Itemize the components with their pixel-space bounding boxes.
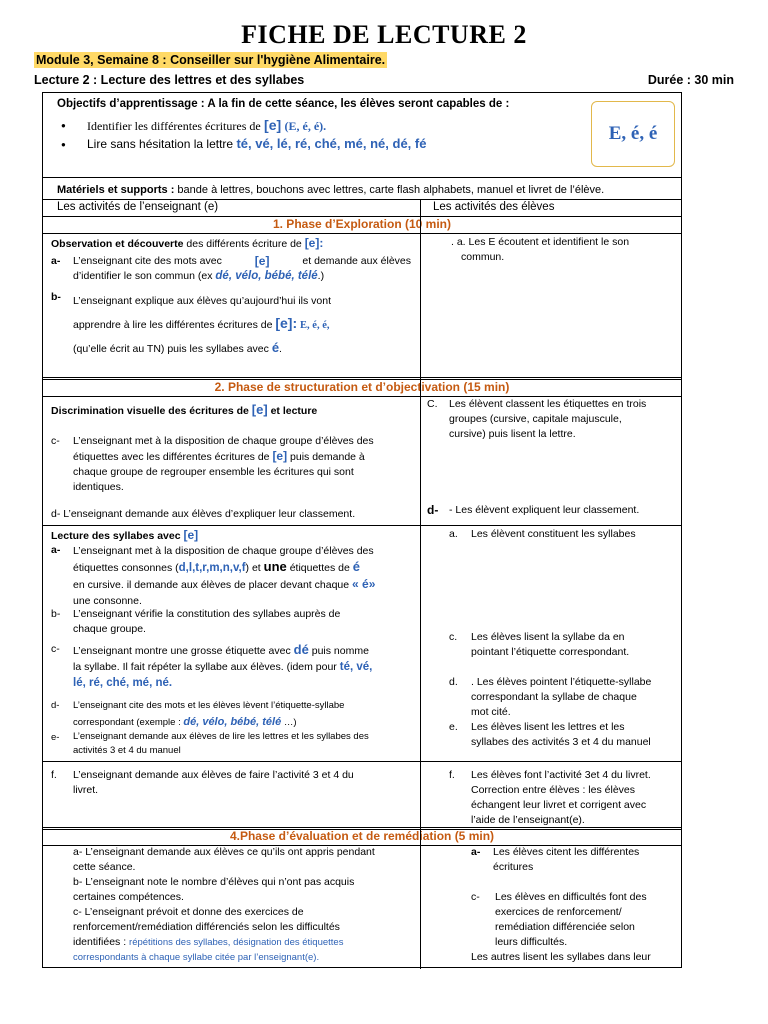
objective-2: Lire sans hésitation la lettre té, vé, lé, ré, ché, mé, né, dé, fé: [87, 136, 427, 151]
phase-1-item-b: L’enseignant explique aux élèves qu’aujourd’hui ils vont apprendre à lire les différentes écritures de [e]: E, é, é, (qu’elle écrit au TN) puis les syllabes avec é.: [73, 295, 332, 355]
syllables-item-b: L’enseignant vérifie la constitution des syllabes auprès de chaque groupe.: [73, 608, 341, 635]
page-title: FICHE DE LECTURE 2: [241, 20, 527, 49]
bullet-icon: ●: [61, 140, 66, 149]
teacher-column-header: Les activités de l’enseignant (e): [57, 201, 219, 213]
lesson-table: Objectifs d’apprentissage : A la fin de cette séance, les élèves seront capables de : ● Identifier les différentes écritures de [e] (E, é, é). ● Lire sans hésitation la lettre té, vé, lé, ré, ché, mé, né, dé, fé E, é, é Matériels et supports : bande à lettres, bouchons avec lettres, carte flash alphabets, manuel et livret de l’élève. Les activités de l’enseignant (e) Les activités des élèves 1. Phase d’Exploration (10 min) Observation et découverte des différents écriture de [e]: a- L’enseignant cite des mots avec [e] et demande aux élèves d’identifier le son commun (ex dé, vélo, bébé, télé.) b- L’enseignant explique aux élèves qu’aujourd’hui ils vont apprendre à lire les différentes écritures de [e]: E, é, é, (qu’elle écrit au TN) puis les syllabes avec é. . a. Les E écoutent et identifient le son commun. 2. Phase de structuration et d’objectivation (15 min) Discrimination visuelle des écritures de [e] et lecture c- L’enseignant met à la disposition de chaque groupe d’élèves des étiquettes avec les différentes écritures de [e] puis demande à chaque groupe de regrouper ensemble les écritures qui sont identiques. d- L’enseignant demande aux élèves d’expliquer leur classement. C. Les élèvent classent les étiquettes en trois groupes (cursive, capitale majuscule, cursive) puis lisent la lettre. d- - Les élèvent expliquent leur classement. Lecture des syllabes avec [e] a- L’enseignant met à la disposition de chaque groupe d’élèves des étiquettes consonnes (d,l,t,r,m,n,v,f) et une étiquettes de é en cursive. il demande aux élèves de placer devant chaque « é» une consonne. b- L’enseignant vérifie la constitution des syllabes auprès de chaque groupe. c- L’enseignant montre une grosse étiquette avec dé puis nomme la syllabe. Il fait répéter la syllabe aux élèves. (idem pour té, vé, lé, ré, ché, mé, né. d- L’enseignant cite des mots et les élèves lèvent l’étiquette-syllabe correspondant (exemple : dé, vélo, bébé, télé …) e- L’enseignant demande aux élèves de lire les lettres et les syllabes des activités 3 et 4 du manuel a. Les élèvent constituent les syllabes c. Les élèves lisent la syllabe da en pointant l’étiquette correspondant. d. . Les élèves pointent l’étiquette-syllabe correspondant la syllabe de chaque mot cité. e. Les élèves lisent les lettres et les syllabes des activités 3 et 4 du manuel f. L’enseignant demande aux élèves de faire l’activité 3 et 4 du livret. f. Les élèves font l’activité 3et 4 du livret. Correction entre élèves : les élèves échangent leur livret et corrigent avec l’aide de l’enseignant(e). 4.Phase d’évaluation et de remédiation (5 min) a- L’enseignant demande aux élèves ce qu’ils ont appris pendant cette séance. b- L’enseignant note le nombre d’élèves qui n’ont pas acquis certaines compétences. c- L’enseignant prévoit et donne des exercices de renforcement/remédiation différenciés selon les difficultés identifiées : répétitions des syllabes, désignation des étiquettes correspondants à chaque syllabe citée par l’enseignant(e). a- Les élèves citent les différentes écritures c- Les élèves en difficultés font des exercices de renforcement/ remédiation différenciée selon leurs difficultés. Les autres lisent les syllabes dans leur: [42, 92, 682, 968]
phase-2-item-c: L’enseignant met à la disposition de chaque groupe d’élèves des étiquettes avec les différentes écritures de [e] puis demande à chaque groupe de regrouper ensemble les écritures qui sont identiques.: [73, 435, 374, 493]
syllables-item-a: L’enseignant met à la disposition de chaque groupe d’élèves des étiquettes consonnes (d,l,t,r,m,n,v,f) et une étiquettes de é en cursive. il demande aux élèves de placer devant chaque « é» une consonne.: [73, 545, 376, 607]
phase-1-student-a: . a. Les E écoutent et identifient le son commun.: [451, 236, 630, 263]
syllables-item-c: L’enseignant montre une grosse étiquette avec dé puis nomme la syllabe. Il fait répéter la syllabe aux élèves. (idem pour té, vé, lé, ré, ché, mé, né.: [73, 642, 373, 689]
syllables-heading: Lecture des syllabes avec [e]: [51, 528, 199, 542]
syllables-student-d: . Les élèves pointent l’étiquette-syllabe correspondant la syllabe de chaque mot cité.: [471, 676, 652, 718]
phase-4-teacher: a- L’enseignant demande aux élèves ce qu’ils ont appris pendant cette séance. b- L’enseignant note le nombre d’élèves qui n’ont pas acquis certaines compétences. c- L’enseignant prévoit et donne des exercices de renforcement/remédiation différenciés selon les difficultés identifiées : répétitions des syllabes, désignation des étiquettes correspondants à chaque syllabe citée par l’enseignant(e).: [73, 846, 375, 963]
student-column-header: Les activités des élèves: [433, 201, 555, 213]
phase-4-student-c: Les élèves en difficultés font des exercices de renforcement/ remédiation différenciée selon leurs difficultés.: [495, 891, 647, 948]
duration: Durée : 30 min: [647, 73, 734, 87]
phase-2-title: 2. Phase de structuration et d’objectivation (15 min): [214, 380, 510, 394]
syllables-item-e: L’enseignant demande aux élèves de lire les lettres et les syllabes des activités 3 et 4 du manuel: [73, 731, 369, 756]
bullet-icon: ●: [61, 121, 66, 130]
phase-2-student-c: Les élèvent classent les étiquettes en trois groupes (cursive, capitale majuscule, cursive) puis lisent la lettre.: [449, 398, 647, 440]
phase-4-student-others: Les autres lisent les syllabes dans leur: [471, 951, 651, 963]
phase-4-title: 4.Phase d’évaluation et de remédiation (5 min): [229, 829, 495, 843]
phase-2-student-d: - Les élèvent expliquent leur classement.: [449, 504, 640, 516]
objective-1: Identifier les différentes écritures de [e] (E, é, é).: [87, 117, 327, 133]
phase-2-item-d: d- L’enseignant demande aux élèves d’expliquer leur classement.: [51, 508, 356, 520]
syllables-student-c: Les élèves lisent la syllabe da en pointant l’étiquette correspondant.: [471, 631, 630, 658]
phase-1-heading: Observation et découverte des différents écriture de [e]:: [51, 236, 324, 250]
lecture-heading: Lecture 2 : Lecture des lettres et des syllabes: [34, 73, 305, 87]
syllables-student-a: Les élèvent constituent les syllabes: [471, 528, 636, 540]
phase-1-title: 1. Phase d’Exploration (10 min): [272, 217, 452, 231]
letters-box: E, é, é: [591, 101, 675, 167]
phase-2-student-f: Les élèves font l’activité 3et 4 du livret. Correction entre élèves : les élèves échangent leur livret et corrigent avec l’aide de l’enseignant(e).: [471, 769, 651, 826]
materials: Matériels et supports : bande à lettres, bouchons avec lettres, carte flash alphabets, manuel et livret de l’élève.: [57, 184, 605, 196]
objectives-heading: Objectifs d’apprentissage : A la fin de cette séance, les élèves seront capables de :: [57, 98, 510, 110]
syllables-student-e: Les élèves lisent les lettres et les syllabes des activités 3 et 4 du manuel: [471, 721, 651, 748]
discrimination-heading: Discrimination visuelle des écritures de [e] et lecture: [51, 402, 318, 417]
phase-1-item-a: L’enseignant cite des mots avec [e] et demande aux élèves d’identifier le son commun (ex dé, vélo, bébé, télé.): [73, 254, 411, 282]
phase-4-student-a: Les élèves citent les différentes écritures: [493, 846, 640, 873]
syllables-item-d: L’enseignant cite des mots et les élèves lèvent l’étiquette-syllabe correspondant (exemple : dé, vélo, bébé, télé …): [73, 700, 345, 728]
phase-2-item-f: L’enseignant demande aux élèves de faire l’activité 3 et 4 du livret.: [73, 769, 354, 796]
module-heading: Module 3, Semaine 8 : Conseiller sur l'hygiène Alimentaire.: [36, 53, 386, 67]
